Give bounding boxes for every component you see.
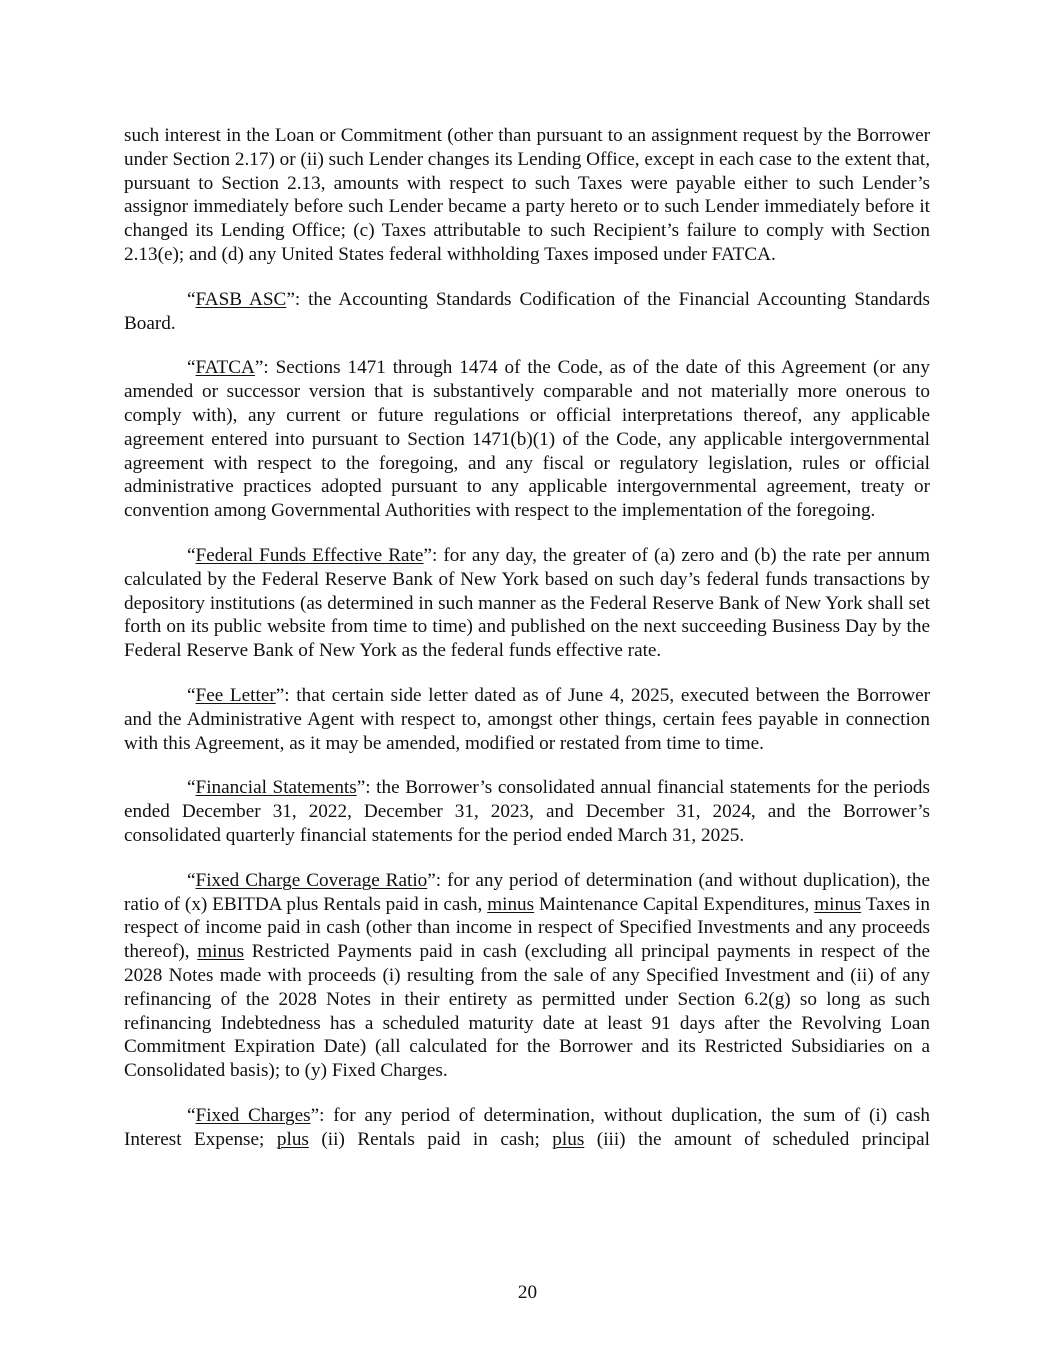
text-segment: Taxes in respect of income paid in cash (other than income in respect of Specified Investments and any proceeds thereof), bbox=[124, 893, 930, 963]
text-segment: “ bbox=[187, 684, 196, 706]
text-segment: ”: for any period of determination, without duplication, the sum of (i) cash Interest Expense; bbox=[124, 1104, 931, 1150]
definition-fixed-charges bbox=[124, 1104, 930, 1152]
definition-fasb-asc bbox=[124, 288, 930, 336]
emphasis-plus: plus bbox=[552, 1128, 585, 1150]
text-segment: “ bbox=[187, 288, 196, 310]
definition-fixed-charge-coverage-ratio bbox=[124, 869, 930, 1083]
defined-term-fee-letter: Fee Letter bbox=[195, 684, 276, 706]
text-segment: ”: for any day, the greater of (a) zero and (b) the rate per annum calculated by the Federal Reserve Bank of New York based on such day’s federal funds transactions by depository institutions (as determined in such manner as the Federal Reserve Bank of New York shall set forth on its public website from time to time) and published on the next succeeding Business Day by the Federal Reserve Bank of New York as the federal funds effective rate. bbox=[124, 544, 930, 662]
text-segment: “ bbox=[187, 869, 196, 891]
emphasis-minus: minus bbox=[197, 941, 245, 963]
text-segment: ”: Sections 1471 through 1474 of the Code, as of the date of this Agreement (or any amended or successor version that is substantively comparable and not materially more onerous to comply with), any current or future regulations or official interpretations thereof, any applicable agreement entered into pursuant to Section 1471(b)(1) of the Code, any applicable intergovernmental agreement with respect to the foregoing, and any fiscal or regulatory legislation, rules or official administrative practices adopted pursuant to any applicable intergovernmental agreement, treaty or convention among Governmental Authorities with respect to the implementation of the foregoing. bbox=[124, 357, 930, 522]
text-segment: “ bbox=[187, 1104, 196, 1126]
text-segment: such interest in the Loan or Commitment (other than pursuant to an assignment request by the Borrower under Section 2.17) or (ii) such Lender changes its Lending Office, except in each case to the extent that, pursuant to Section 2.13, amounts with respect to such Taxes were payable either to such Lender’s assignor immediately before such Lender became a party hereto or to such Lender immediately before it changed its Lending Office; (c) Taxes attributable to such Recipient’s failure to comply with Section 2.13(e); and (d) any United States federal withholding Taxes imposed under FATCA. bbox=[124, 125, 930, 265]
definition-financial-statements bbox=[124, 776, 930, 847]
text-segment: ”: that certain side letter dated as of June 4, 2025, executed between the Borrower and the Administrative Agent with respect to, amongst other things, certain fees payable in connection with this Agreement, as it may be amended, modified or restated from time to time. bbox=[124, 684, 930, 754]
defined-term-financial-statements: Financial Statements bbox=[195, 777, 357, 799]
text-segment: Maintenance Capital Expenditures, bbox=[534, 893, 815, 915]
text-segment: (iii) the amount of scheduled principal bbox=[584, 1128, 930, 1150]
document-page bbox=[124, 124, 930, 1151]
defined-term-fixed-charge-coverage-ratio: Fixed Charge Coverage Ratio bbox=[195, 869, 428, 891]
text-segment: ”: for any period of determination (and without duplication), the ratio of (x) EBITDA plus Rentals paid in cash, bbox=[124, 869, 930, 915]
emphasis-minus: minus bbox=[814, 893, 862, 915]
definition-fatca bbox=[124, 356, 930, 523]
text-segment: Restricted Payments paid in cash (excluding all principal payments in respect of the 2028 Notes made with proceeds (i) resulting from the sale of any Specified Investment and (ii) of any refinancing of the 2028 Notes in their entirety as permitted under Section 6.2(g) so long as such refinancing Indebtedness has a scheduled maturity date at least 91 days after the Revolving Loan Commitment Expiration Date) (all calculated for the Borrower and its Restricted Subsidiaries on a Consolidated basis); to (y) Fixed Charges. bbox=[124, 941, 930, 1082]
text-segment: (ii) Rentals paid in cash; bbox=[308, 1128, 553, 1150]
definition-fee-letter bbox=[124, 684, 930, 755]
text-segment: “ bbox=[187, 357, 196, 379]
paragraph-excluded-taxes-continued bbox=[124, 124, 930, 267]
emphasis-plus: plus bbox=[276, 1128, 309, 1150]
emphasis-minus: minus bbox=[487, 893, 535, 915]
defined-term-fatca: FATCA bbox=[195, 357, 255, 379]
definition-federal-funds-effective-rate bbox=[124, 544, 930, 663]
text-segment: “ bbox=[187, 544, 196, 566]
text-segment: ”: the Accounting Standards Codification of the Financial Accounting Standards Board. bbox=[124, 288, 930, 334]
defined-term-fasb-asc: FASB ASC bbox=[195, 288, 287, 310]
text-segment: ”: the Borrower’s consolidated annual financial statements for the periods ended December 31, 2022, December 31, 2023, and December 31, 2024, and the Borrower’s consolidated quarterly financial statements for the period ended March 31, 2025. bbox=[124, 777, 930, 846]
defined-term-federal-funds-effective-rate: Federal Funds Effective Rate bbox=[195, 544, 424, 566]
defined-term-fixed-charges: Fixed Charges bbox=[195, 1104, 311, 1126]
page-number: 20 bbox=[517, 1282, 538, 1303]
text-segment: “ bbox=[187, 777, 196, 799]
